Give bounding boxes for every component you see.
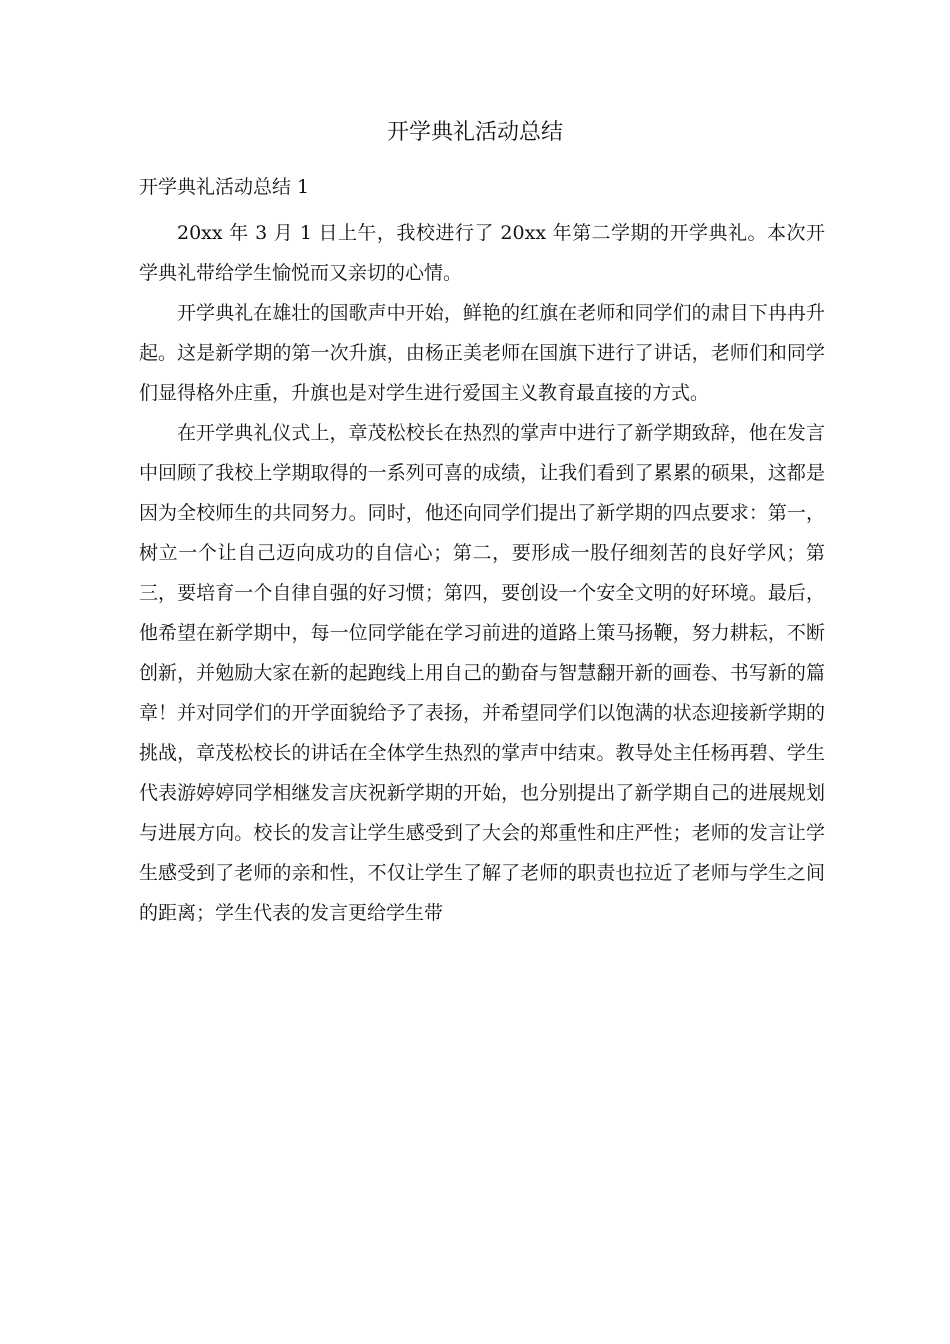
paragraph-1: 20xx 年 3 月 1 日上午，我校进行了 20xx 年第二学期的开学典礼。本次开学典礼带给学生愉悦而又亲切的心情。 (139, 222, 825, 284)
section-heading: 开学典礼活动总结 1 (139, 176, 310, 198)
paragraph-3: 在开学典礼仪式上，章茂松校长在热烈的掌声中进行了新学期致辞，他在发言中回顾了我校上学期取得的一系列可喜的成绩，让我们看到了累累的硕果，这都是因为全校师生的共同努力。同时，他还向同学们提出了新学期的四点要求：第一，树立一个让自己迈向成功的自信心；第二，要形成一股仔细刻苦的良好学风；第三，要培育一个自律自强的好习惯；第四，要创设一个安全文明的好环境。最后，他希望在新学期中，每一位同学能在学习前进的道路上策马扬鞭，努力耕耘，不断创新，并勉励大家在新的起跑线上用自己的勤奋与智慧翻开新的画卷、书写新的篇章！并对同学们的开学面貌给予了表扬，并希望同学们以饱满的状态迎接新学期的挑战，章茂松校长的讲话在全体学生热烈的掌声中结束。教导处主任杨再碧、学生代表游婷婷同学相继发言庆祝新学期的开始，也分别提出了新学期自己的进展规划与进展方向。校长的发言让学生感受到了大会的郑重性和庄严性；老师的发言让学生感受到了老师的亲和性，不仅让学生了解了老师的职责也拉近了老师与学生之间的距离；学生代表的发言更给学生带 (139, 422, 825, 924)
document-title: 开学典礼活动总结 (386, 120, 563, 145)
paragraph-2: 开学典礼在雄壮的国歌声中开始，鲜艳的红旗在老师和同学们的肃目下冉冉升起。这是新学期的第一次升旗，由杨正美老师在国旗下进行了讲话，老师们和同学们显得格外庄重，升旗也是对学生进行爱国主义教育最直接的方式。 (139, 302, 825, 404)
document-body (139, 213, 825, 933)
